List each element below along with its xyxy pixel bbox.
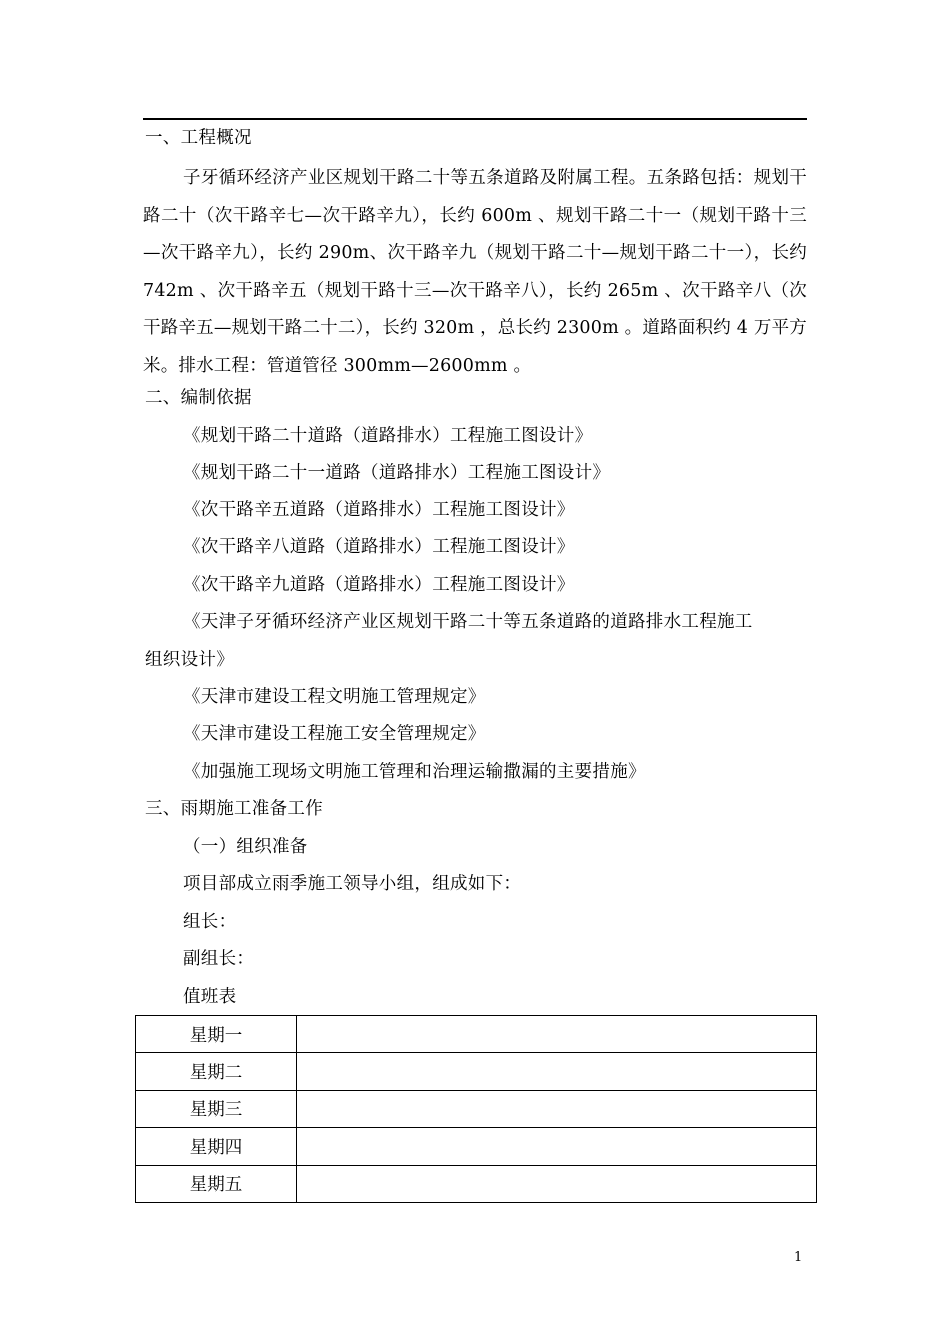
basis-item-continuation: 组织设计》 (145, 650, 234, 670)
duty-table (135, 1015, 817, 1203)
basis-item: 《次干路辛五道路（道路排水）工程施工图设计》 (183, 500, 575, 520)
subsection-heading-organization: （一）组织准备 (183, 837, 308, 857)
weekday-cell: 星期三 (136, 1090, 297, 1127)
table-row (136, 1128, 817, 1165)
duty-person-cell (297, 1016, 817, 1053)
duty-person-cell (297, 1165, 817, 1202)
weekday-cell: 星期四 (136, 1128, 297, 1165)
basis-item: 《加强施工现场文明施工管理和治理运输撒漏的主要措施》 (183, 762, 646, 782)
section-heading-basis: 二、编制依据 (145, 388, 252, 408)
deputy-leader-label: 副组长： (183, 949, 255, 969)
basis-item: 《次干路辛八道路（道路排水）工程施工图设计》 (183, 537, 575, 557)
basis-item: 《天津市建设工程施工安全管理规定》 (183, 724, 486, 744)
basis-item: 《规划干路二十一道路（道路排水）工程施工图设计》 (183, 463, 611, 483)
header-rule (143, 118, 807, 120)
duty-table-caption: 值班表 (183, 987, 237, 1007)
basis-item: 《天津子牙循环经济产业区规划干路二十等五条道路的道路排水工程施工 (183, 612, 753, 632)
overview-paragraph: 子牙循环经济产业区规划干路二十等五条道路及附属工程。五条路包括：规划干路二十（次干路辛七—次干路辛九），长约 600m 、规划干路二十一（规划干路十三—次干路辛九），长约 290m、次干路辛九（规划干路二十—规划干路二十一），长约 742m 、次干路辛五（规划干路十三—次干路辛八），长约 265m 、次干路辛八（次干路辛五—规划干路二十二），长约 320m ，总长约 2300m 。道路面积约 4 万平方米。排水工程：管道管径 300mm—2600mm 。 (143, 168, 807, 376)
table-row (136, 1090, 817, 1127)
basis-item: 《规划干路二十道路（道路排水）工程施工图设计》 (183, 426, 593, 446)
page-number: 1 (794, 1250, 803, 1265)
duty-person-cell (297, 1090, 817, 1127)
basis-item: 《天津市建设工程文明施工管理规定》 (183, 687, 486, 707)
weekday-cell: 星期一 (136, 1016, 297, 1053)
leader-label: 组长： (183, 912, 237, 932)
organization-intro: 项目部成立雨季施工领导小组，组成如下： (183, 874, 522, 894)
basis-item: 《次干路辛九道路（道路排水）工程施工图设计》 (183, 575, 575, 595)
weekday-cell: 星期二 (136, 1053, 297, 1090)
table-row (136, 1165, 817, 1202)
section-heading-rainy-prep: 三、雨期施工准备工作 (145, 799, 323, 819)
duty-person-cell (297, 1053, 817, 1090)
duty-person-cell (297, 1128, 817, 1165)
weekday-cell: 星期五 (136, 1165, 297, 1202)
table-row (136, 1053, 817, 1090)
section-heading-overview: 一、工程概况 (145, 128, 252, 148)
table-row (136, 1016, 817, 1053)
